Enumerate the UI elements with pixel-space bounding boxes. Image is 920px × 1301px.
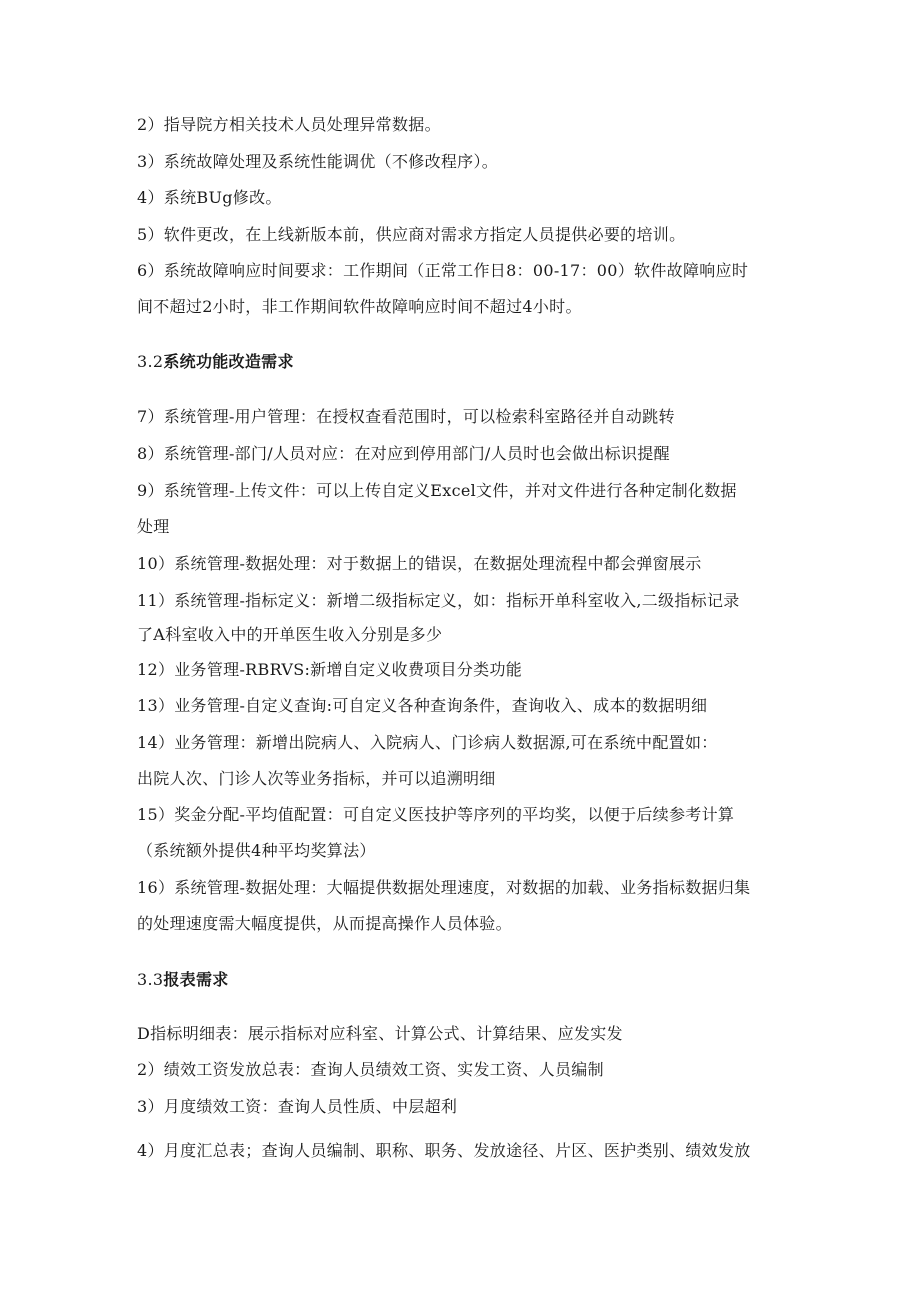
requirement-item-9-cont: 处理	[137, 517, 170, 536]
support-item-3: 3）系统故障处理及系统性能调优（不修改程序）。	[137, 152, 499, 171]
requirement-item-7: 7）系统管理-用户管理：在授权查看范围时，可以检索科室路径并自动跳转	[137, 407, 675, 426]
report-item-3: 3）月度绩效工资：查询人员性质、中层超利	[137, 1097, 458, 1116]
requirement-item-13: 13）业务管理-自定义查询:可自定义各种查询条件，查询收入、成本的数据明细	[137, 696, 708, 715]
requirement-item-16: 16）系统管理-数据处理：大幅提供数据处理速度，对数据的加载、业务指标数据归集	[137, 878, 751, 897]
requirement-item-16-cont: 的处理速度需大幅度提供，从而提高操作人员体验。	[137, 914, 512, 933]
requirement-item-14: 14）业务管理：新增出院病人、入院病人、门诊病人数据源,可在系统中配置如：	[137, 733, 718, 752]
support-item-4: 4）系统BUg修改。	[137, 188, 282, 207]
support-item-6: 6）系统故障响应时间要求：工作期间（正常工作日8：00-17：00）软件故障响应时	[137, 261, 749, 280]
report-item-2: 2）绩效工资发放总表：查询人员绩效工资、实发工资、人员编制	[137, 1060, 604, 1079]
requirement-item-10: 10）系统管理-数据处理：对于数据上的错误，在数据处理流程中都会弹窗展示	[137, 554, 702, 573]
requirement-item-12: 12）业务管理-RBRVS:新增自定义收费项目分类功能	[137, 660, 523, 679]
support-item-2: 2）指导院方相关技术人员处理异常数据。	[137, 115, 441, 134]
requirement-item-15: 15）奖金分配-平均值配置：可自定义医技护等序列的平均奖，以便于后续参考计算	[137, 805, 735, 824]
section-heading-3-3	[137, 970, 787, 990]
section-title: 系统功能改造需求	[163, 352, 294, 371]
section-number: 3.2	[137, 352, 164, 371]
support-item-5: 5）软件更改，在上线新版本前，供应商对需求方指定人员提供必要的培训。	[137, 225, 686, 244]
section-heading-3-2	[137, 352, 787, 372]
requirement-item-15-cont: （系统额外提供4种平均奖算法）	[137, 841, 376, 860]
section-number: 3.3	[137, 970, 164, 989]
requirement-item-11-cont: 了A科室收入中的开单医生收入分别是多少	[137, 625, 443, 644]
support-item-6-cont: 间不超过2小时，非工作期间软件故障响应时间不超过4小时。	[137, 297, 582, 316]
report-item-4: 4）月度汇总表；查询人员编制、职称、职务、发放途径、片区、医护类别、绩效发放	[137, 1141, 751, 1160]
requirement-item-11: 11）系统管理-指标定义：新增二级指标定义，如：指标开单科室收入,二级指标记录	[137, 591, 740, 610]
report-item-1: D指标明细表：展示指标对应科室、计算公式、计算结果、应发实发	[137, 1024, 623, 1043]
section-title: 报表需求	[163, 970, 229, 989]
requirement-item-8: 8）系统管理-部门/人员对应：在对应到停用部门/人员时也会做出标识提醒	[137, 444, 670, 463]
requirement-item-9: 9）系统管理-上传文件：可以上传自定义Excel文件，并对文件进行各种定制化数据	[137, 481, 737, 500]
requirement-item-14-cont: 出院人次、门诊人次等业务指标，并可以追溯明细	[137, 769, 496, 788]
